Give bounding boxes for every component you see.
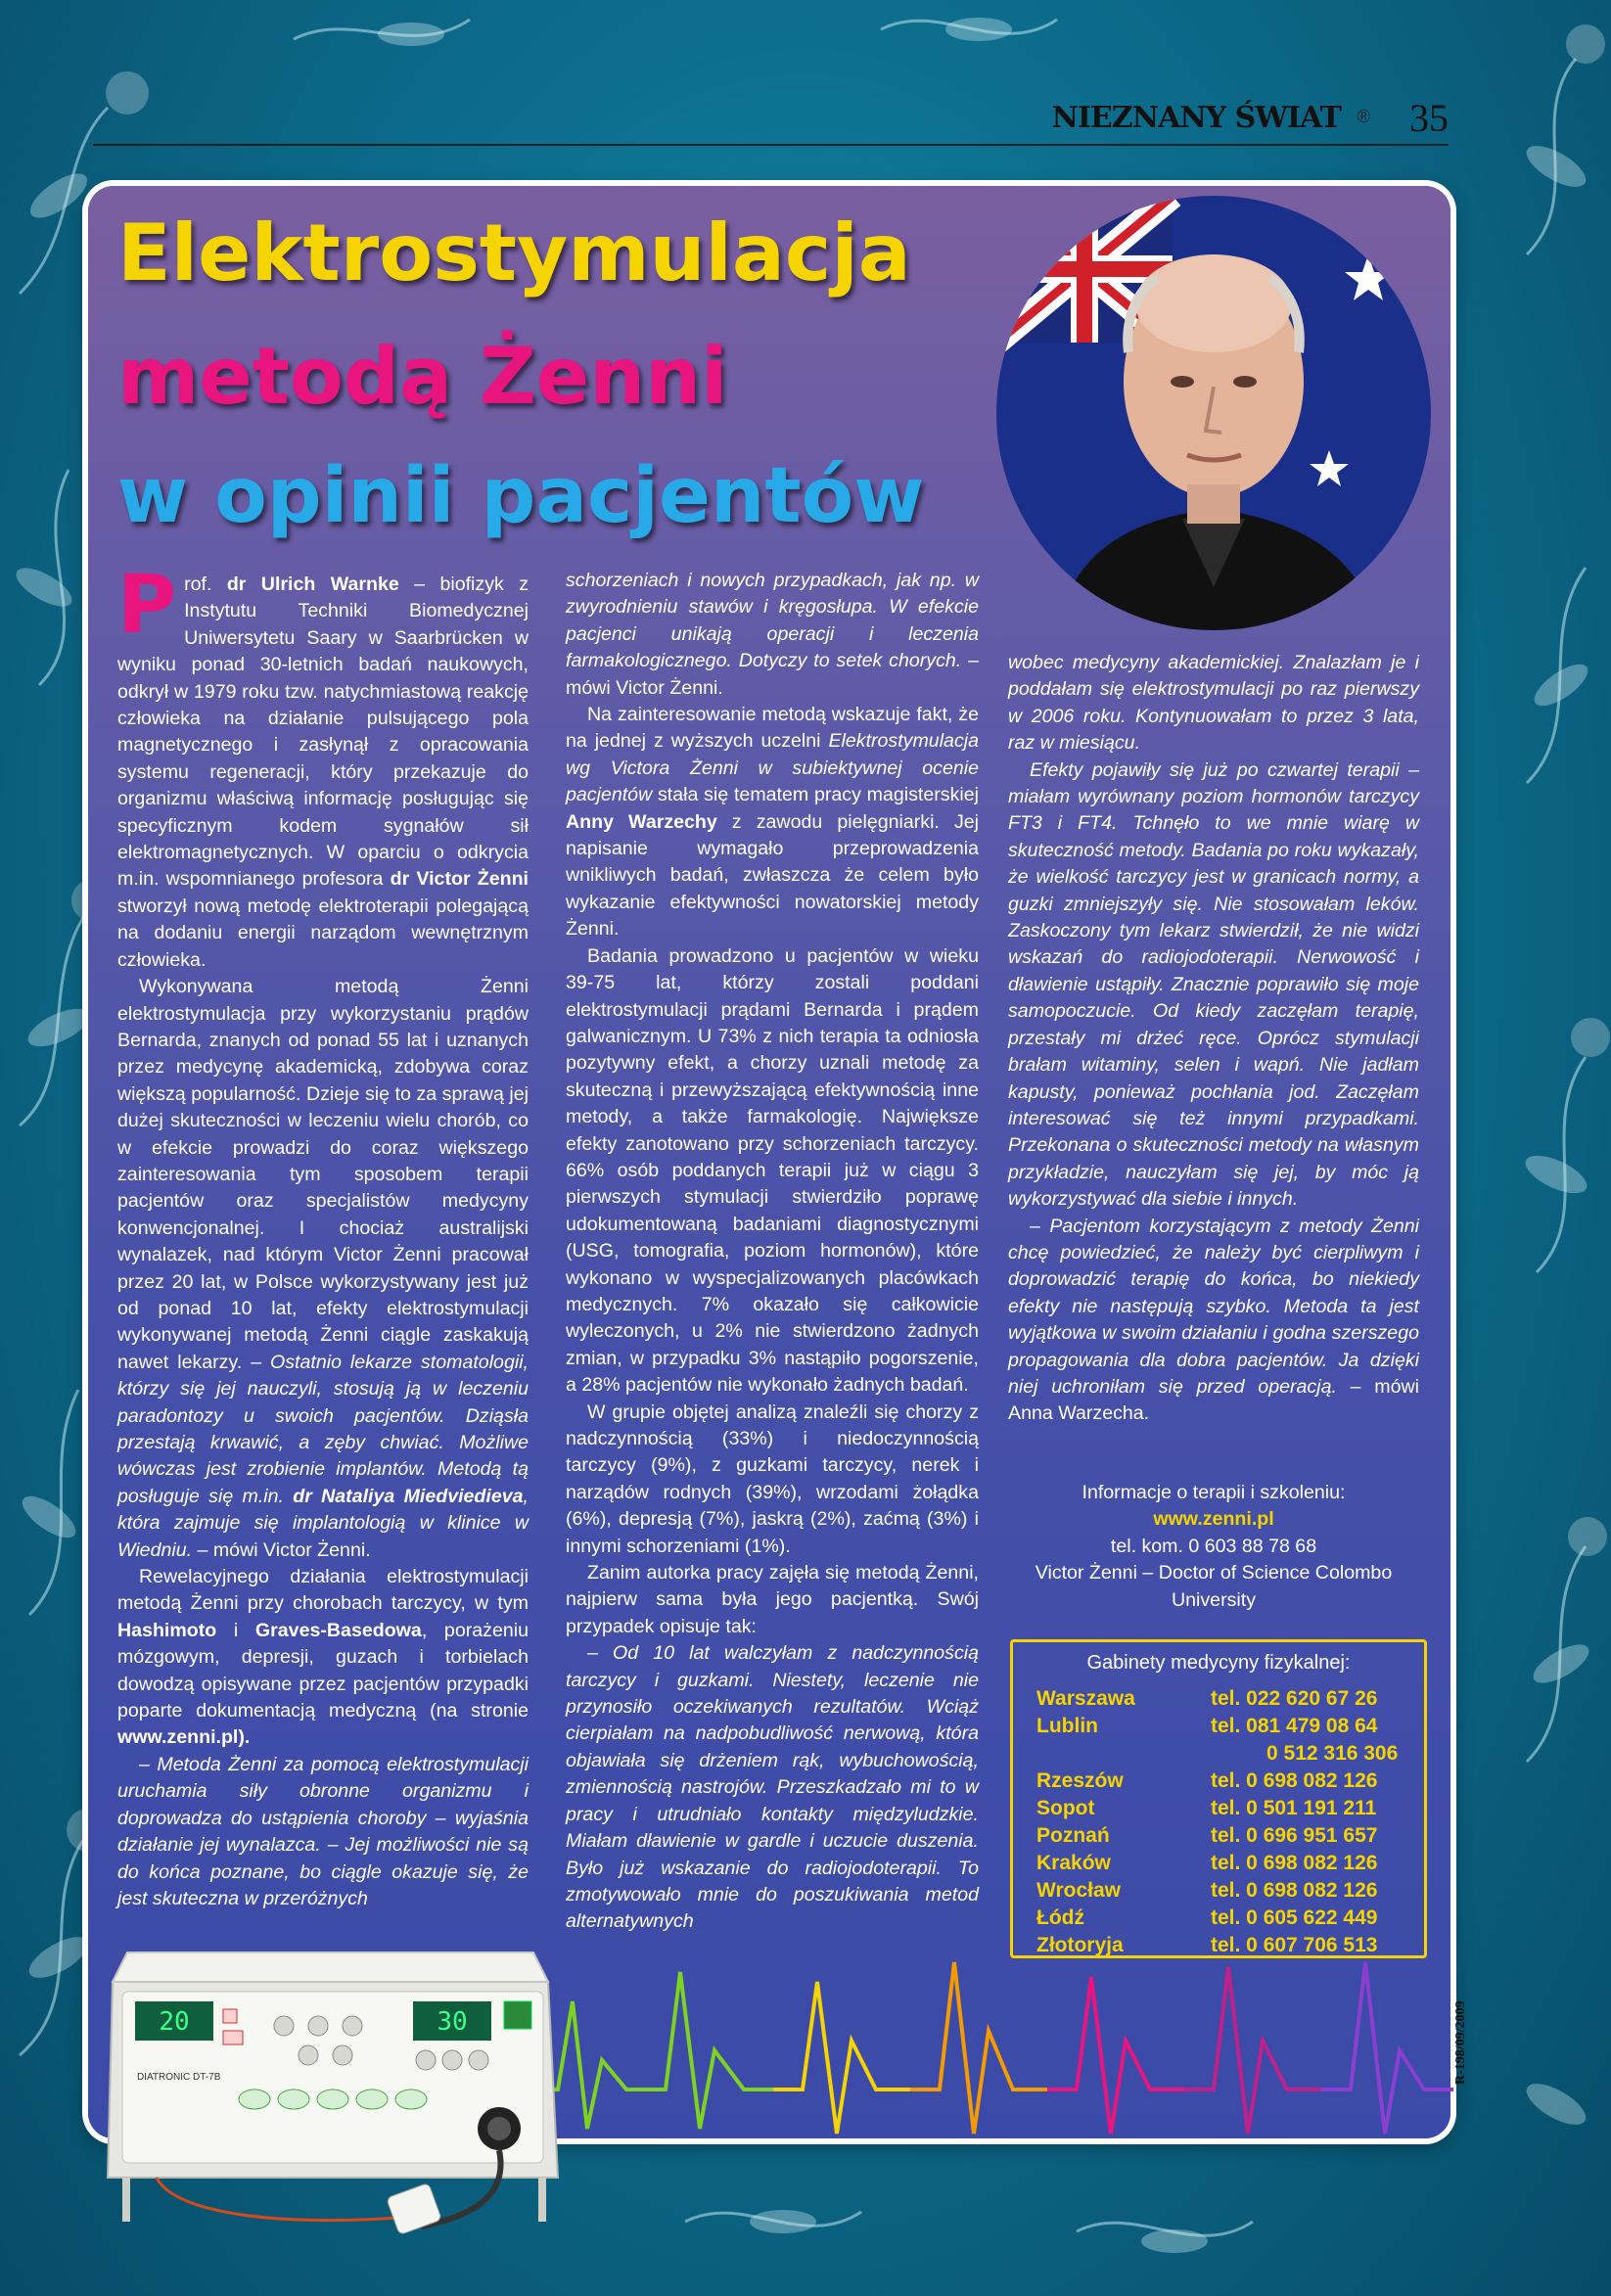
clinic-city: Łódź xyxy=(1036,1906,1084,1929)
name-zenni: dr Victor Żenni xyxy=(390,868,529,891)
text: – biofizyk z Instytutu Techniki Biomedycznej Uniwersytetu Saary w Saarbrücken w wyniku ponad 30-letnich badań naukowych, odkrył w 1979 roku tzw. natychmiastową reakcję człowieka na działanie pulsującego pola magnetycznego i zasłynął z opracowania systemu regeneracji, który przekazuje do organizmu właściwą informację posługując się specyficznym kodem sygnałów sił elektromagnetycznych. W oparciu o odkrycia m.in. wspomnianego profesora xyxy=(117,574,529,891)
title-line-2: metodą Żenni xyxy=(117,331,728,422)
column-1 xyxy=(117,559,529,1912)
page-header xyxy=(93,93,1449,146)
paragraph xyxy=(566,568,979,702)
clinic-phone: tel. 081 479 08 64 xyxy=(1211,1715,1378,1737)
portrait-image xyxy=(996,196,1431,630)
clinic-city: Kraków xyxy=(1036,1852,1111,1874)
author-title-cont: University xyxy=(1171,1588,1256,1611)
text: stała się tematem pracy magisterskiej xyxy=(652,784,979,806)
clinic-phone: tel. 022 620 67 26 xyxy=(1211,1687,1378,1710)
page-number: 35 xyxy=(1409,96,1449,140)
name-warnke: dr Ulrich Warnke xyxy=(226,574,399,595)
info-heading: Informacje o terapii i szkoleniu: xyxy=(1082,1482,1346,1503)
clinic-city: Lublin xyxy=(1036,1715,1098,1737)
paragraph: Badania prowadzono u pacjentów w wieku 39-75 lat, którzy zostali poddani elektrostymulacji prądami Bernarda i prądem galwanicznym. U 73% z nich terapia ta odniosła pozytywny efekt, a chorzy uznali metodę za skuteczną i przewyższającą efektywnością inne metody, a także farmakologię. Największe efekty zanotowano przy schorzeniach tarczycy. 66% osób poddanych terapii już w ciągu 3 pierwszych stymulacji stwierdziło poprawę udokumentowaną badaniami diagnostycznymi (USG, tomografia, poziom hormonów), które wykonano w wyspecjalizowanych placówkach medycznych. 7% okazało się całkowicie wyleczonych, u 2% nie stwierdzono żadnych zmian, w przypadku 3% nastąpiło pogorszenie, a 28% pacjentów nie wykonało żadnych badań. xyxy=(566,944,979,1397)
website-link[interactable]: www.zenni.pl xyxy=(1153,1508,1274,1531)
device-display-2: 30 xyxy=(437,2007,468,2037)
quote: – Pacjentom korzystającym z metody Żenni chcę powiedzieć, że należy być cierpliwym i doprowadzić terapię do końca, bo niekiedy efekty nie następują szybko. Metoda ta jest wyjątkowa w swoim działaniu i godna szerszego propagowania dla dobra pacjentów. Ja dzięki niej uchroniłam się przed operacją. xyxy=(1008,1215,1419,1398)
quote: schorzeniach i nowych przypadkach, jak np. w zwyrodnieniu stawów i kręgosłupa. W efekcie pacjenci unikają operacji i leczenia farmakologicznego. Dotyczy to setek chorych. xyxy=(566,570,979,672)
clinic-phone: tel. 0 698 082 126 xyxy=(1211,1852,1378,1874)
clinic-phone: 0 512 316 306 xyxy=(1266,1742,1399,1765)
text: Rewelacyjnego działania elektrostymulacji metodą Żenni przy chorobach tarczycy, w tym xyxy=(117,1566,529,1615)
clinic-phone: tel. 0 501 191 211 xyxy=(1211,1797,1377,1819)
clinic-phone: tel. 0 698 082 126 xyxy=(1211,1769,1378,1792)
name-warzecha: Anny Warzechy xyxy=(566,810,717,833)
registered-mark: ® xyxy=(1357,107,1370,126)
device-illustration xyxy=(98,1933,573,2256)
clinic-city: Rzeszów xyxy=(1036,1769,1124,1792)
thesis-title: Elektrostymulacja wg Victora Żenni w subiektywnej ocenie pacjentów xyxy=(566,730,979,806)
paragraph xyxy=(117,1564,529,1752)
text: stworzył nową metodę elektroterapii polegającą na dodaniu energii narządom wewnętrznym człowieka. xyxy=(117,895,529,971)
magazine-name: NIEZNANY ŚWIAT xyxy=(1051,101,1341,135)
paragraph: W grupie objętej analizą znaleźli się chorzy z nadczynnością (33%) i niedoczynnością tarczycy (9%), z guzkami tarczycy, nerek i narządów rodnych (39%), wrzodami żołądka (6%), depresją (7%), jaskrą (2%), zaćmą (3%) i innymi schorzeniami (1%). xyxy=(566,1401,979,1557)
clinic-city: Wrocław xyxy=(1036,1879,1121,1902)
phone-number: tel. kom. 0 603 88 78 68 xyxy=(1110,1535,1317,1557)
title-line-1: Elektrostymulacja xyxy=(117,207,911,298)
text: Na zainteresowanie metodą wskazuje fakt, że na jednej z wyższych uczelni xyxy=(566,704,979,753)
clinic-city: Złotoryja xyxy=(1036,1934,1124,1956)
author-title: Victor Żenni – Doctor of Science Colombo xyxy=(1035,1562,1393,1584)
quote: , która zajmuje się implantologią w klinice w Wiedniu. xyxy=(117,1485,529,1561)
clinic-phone: tel. 0 605 622 449 xyxy=(1211,1906,1378,1929)
bold-term: Hashimoto xyxy=(117,1619,217,1641)
text: , porażeniu mózgowym, depresji, guzach i torbielach dowodzą opisywane przez pacjentów przypadki poparte dokumentacją medyczną (na stronie xyxy=(117,1619,529,1722)
text: rof. xyxy=(184,574,227,595)
paragraph-intro xyxy=(117,559,529,974)
title-line-3: w opinii pacjentów xyxy=(117,452,925,540)
text: z zawodu pielęgniarki. Jej napisanie wymagało przeprowadzenia wnikliwych badań, zwłaszcza że celem było wykazanie efektywności nowatorskiej metody Żenni. xyxy=(566,810,979,941)
device-display-1: 20 xyxy=(159,2007,190,2037)
text: – mówi Anna Warzecha. xyxy=(1008,1375,1419,1425)
clinics-box xyxy=(1010,1639,1427,1958)
paragraph: Zanim autorka pracy zajęła się metodą Żenni, najpierw sama była jego pacjentką. Swój przypadek opisuje tak: xyxy=(566,1562,979,1637)
clinics-heading: Gabinety medycyny fizykalnej: xyxy=(1086,1652,1351,1674)
name-miedviedieva: dr Nataliya Miedviedieva xyxy=(293,1485,524,1507)
text: i xyxy=(216,1619,255,1641)
ecg-wave-decoration xyxy=(519,1943,1453,2138)
column-3 xyxy=(1008,650,1419,1428)
paragraph xyxy=(1008,1214,1419,1428)
website-link[interactable]: www.zenni.pl). xyxy=(117,1726,251,1749)
text: – mówi Victor Żenni. xyxy=(566,650,979,699)
clinic-city: Sopot xyxy=(1036,1797,1095,1819)
paragraph xyxy=(117,974,529,1564)
text: Wykonywana metodą Żenni elektrostymulacja przy wykorzystaniu prądów Bernarda, znanych od ponad 55 lat i uznanych przez medycynę akademicką, zdobywa coraz większą popularność. Dzieje się to za sprawą jej dużej skuteczności w leczeniu wielu chorób, co w efekcie prowadzi do coraz większego zainteresowania tym sposobem terapii pacjentów oraz specjalistów medycyny konwencjonalnej. I chociaż australijski wynalazek, nad którym Victor Żenni pracował przez 20 lat, w Polsce wykorzystywany jest już od ponad 10 lat, efekty elektrostymulacji wykonywanej metodą Żenni ciągle zaskakują nawet lekarzy. xyxy=(117,976,529,1373)
paragraph xyxy=(566,702,979,943)
clinic-phone: tel. 0 698 082 126 xyxy=(1211,1879,1378,1902)
quote: – Ostatnio lekarze stomatologii, którzy się jej nauczyli, stosują ją w leczeniu paradontozy u swoich pacjentów. Dziąsła przestają krwawić, a zęby chwiać. Możliwe wówczas jest zrobienie implantów. Metodą tą posługuje się m.in. xyxy=(117,1351,529,1507)
paragraph-quote: wobec medycyny akademickiej. Znalazłam je i poddałam się elektrostymulacji po raz pierwszy w 2006 roku. Kontynuowałam to przez 3 lata, raz w miesiącu. xyxy=(1008,652,1419,755)
text: – mówi Victor Żenni. xyxy=(192,1538,371,1561)
bold-term: Graves-Basedowa xyxy=(254,1619,422,1641)
clinic-city: Poznań xyxy=(1036,1824,1110,1847)
clinic-phone: tel. 0 696 951 657 xyxy=(1211,1824,1378,1847)
side-code: R-198/09/2009 xyxy=(1453,2000,1468,2085)
contact-info xyxy=(1008,1480,1419,1614)
paragraph-quote: – Od 10 lat walczyłam z nadczynnością tarczycy i guzkami. Niestety, leczenie nie przynosiło oczekiwanych rezultatów. Wciąż cierpiałam na nadpobudliwość nerwową, która objawiała się drżeniem rąk, wybuchowością, zmiennością nastrojów. Przeszkadzało mi to w pracy i utrudniało kontakty międzyludzkie. Miałam dławienie w gardle i uczucie duszenia. Było już wskazanie do radiojodoterapii. To zmotywowało mnie do poszukiwania metod alternatywnych xyxy=(566,1642,979,1933)
paragraph-quote: – Metoda Żenni za pomocą elektrostymulacji uruchamia siły obronne organizmu i doprowadza do ustąpienia choroby – wyjaśnia działanie jej wynalazca. – Jej możliwości nie są do końca poznane, bo ciągle okazuje się, że jest skuteczna w przeróżnych xyxy=(117,1753,529,1909)
stimulator-device-image xyxy=(98,1933,573,2256)
device-model-label: DIATRONIC DT-7B xyxy=(137,2072,221,2083)
clinic-phone: tel. 0 607 706 513 xyxy=(1211,1934,1378,1956)
column-2 xyxy=(566,568,979,1936)
clinic-city: Warszawa xyxy=(1036,1687,1135,1710)
drop-cap: P xyxy=(117,559,177,652)
portrait-photo xyxy=(996,196,1431,630)
paragraph-quote: Efekty pojawiły się już po czwartej terapii – miałam wyrównany poziom hormonów tarczycy FT3 i FT4. Tchnęło to we mnie wiarę w skuteczność metody. Badania po roku wykazały, że wielkość tarczycy jest w granicach normy, a guzki zmniejszyły się. Nie stosowałam leków. Zaskoczony tym lekarz stwierdził, że nie widzi wskazań do radiojodoterapii. Nerwowość i dławienie ustąpiły. Znacznie poprawiło się moje samopoczucie. Od kiedy zaczęłam terapię, przestały mi drżeć ręce. Oprócz stymulacji brałam witaminy, selen i wapń. Nie jadłam kapusty, ponieważ pochłania jod. Zaczęłam interesować się też innymi przypadkami. Przekonana o skuteczności metody na własnym przykładzie, nauczyłam się jej, by móc ją wykorzystywać dla siebie i innych. xyxy=(1008,758,1419,1211)
